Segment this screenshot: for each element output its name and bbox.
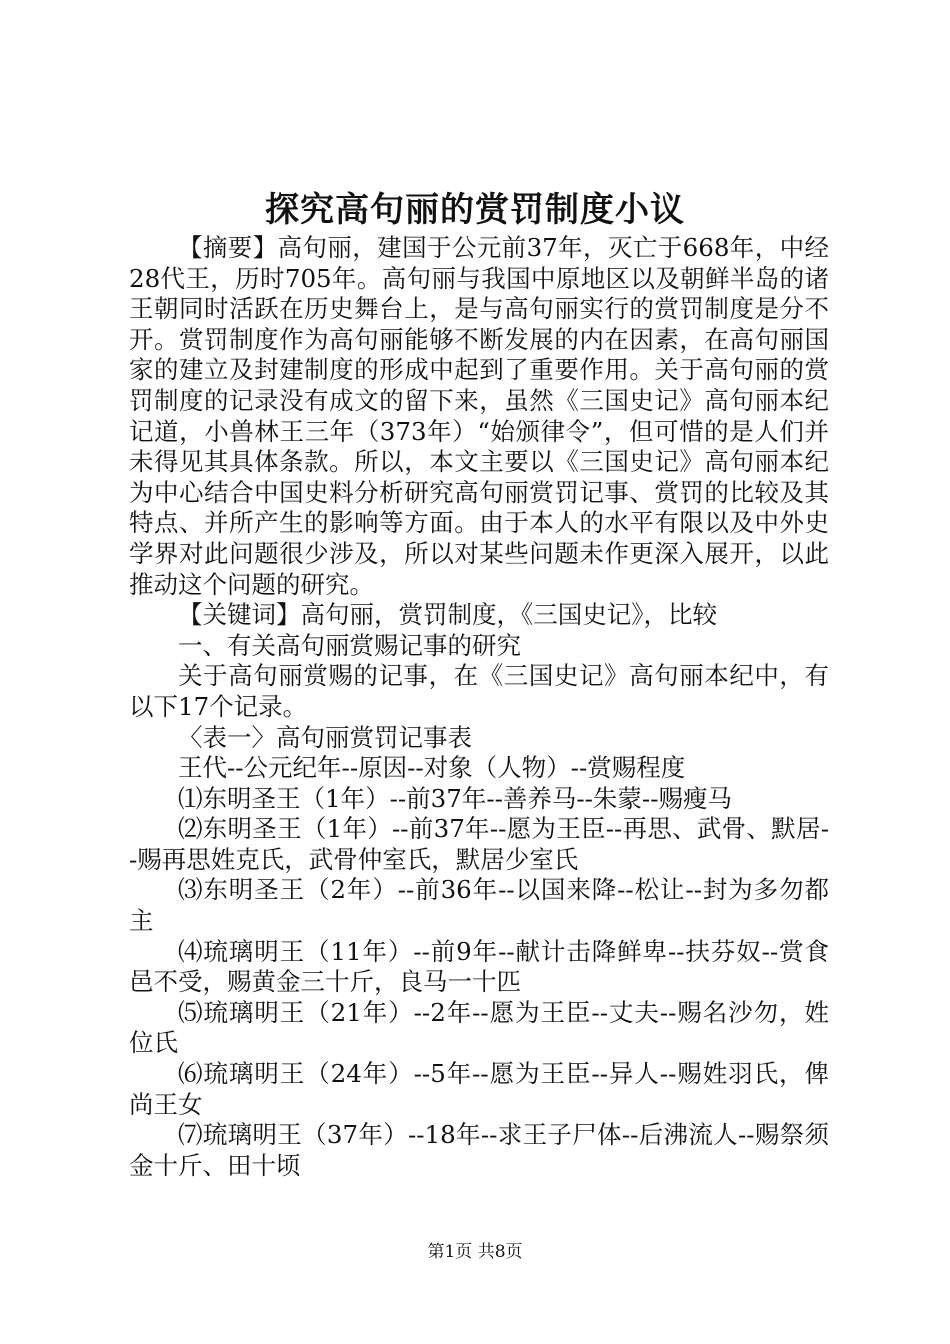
record-entry: ⑵东明圣王（1年）--前37年--愿为王臣--再思、武骨、默居--赐再思姓克氏，武骨仲室氏，默居少室氏 <box>129 814 829 874</box>
record-entry: ⑴东明圣王（1年）--前37年--善养马--朱蒙--赐瘦马 <box>178 783 732 813</box>
record-entry: ⑷琉璃明王（11年）--前9年--献计击降鲜卑--扶芬奴--赏食邑不受，赐黄金三十斤，良马一十匹 <box>129 936 829 997</box>
record-entry: ⑶东明圣王（2年）--前36年--以国来降--松让--封为多勿都主 <box>129 875 829 936</box>
body-paragraph: 关于高句丽赏赐的记事，在《三国史记》高句丽本纪中，有以下17个记录。 <box>129 661 829 721</box>
record-entry: ⑺琉璃明王（37年）--18年--求王子尸体--后沸流人--赐祭须金十斤、田十顷 <box>129 1120 829 1180</box>
keywords-paragraph: 【关键词】高句丽，赏罚制度，《三国史记》，比较 <box>178 600 717 630</box>
table-header-line: 王代--公元纪年--原因--对象（人物）--赏赐程度 <box>178 753 686 783</box>
section-heading: 一、有关高句丽赏赐记事的研究 <box>178 630 521 660</box>
document-title: 探究高句丽的赏罚制度小议 <box>265 190 685 230</box>
document-body <box>129 233 829 1181</box>
table-caption: 〈表一〉高句丽赏罚记事表 <box>178 722 472 752</box>
record-entry: ⑹琉璃明王（24年）--5年--愿为王臣--异人--赐姓羽氏，俾尚王女 <box>129 1059 829 1119</box>
record-entry: ⑸琉璃明王（21年）--2年--愿为王臣--丈夫--赐名沙勿，姓位氏 <box>129 997 829 1058</box>
page-number-footer: 第1页 共8页 <box>427 1242 523 1262</box>
abstract-paragraph: 【摘要】高句丽，建国于公元前37年，灭亡于668年，中经28代王，历时705年。高句丽与我国中原地区以及朝鲜半岛的诸王朝同时活跃在历史舞台上，是与高句丽实行的赏罚制度是分不开。赏罚制度作为高句丽能够不断发展的内在因素，在高句丽国家的建立及封建制度的形成中起到了重要作用。关于高句丽的赏罚制度的记录没有成文的留下来，虽然《三国史记》高句丽本纪记道，小兽林王三年（373年）“始颁律令”，但可惜的是人们并未得见其具体条款。所以，本文主要以《三国史记》高句丽本纪为中心结合中国史料分析研究高句丽赏罚记事、赏罚的比较及其特点、并所产生的影响等方面。由于本人的水平有限以及中外史学界对此问题很少涉及，所以对某些问题未作更深入展开，以此推动这个问题的研究。 <box>129 233 829 599</box>
